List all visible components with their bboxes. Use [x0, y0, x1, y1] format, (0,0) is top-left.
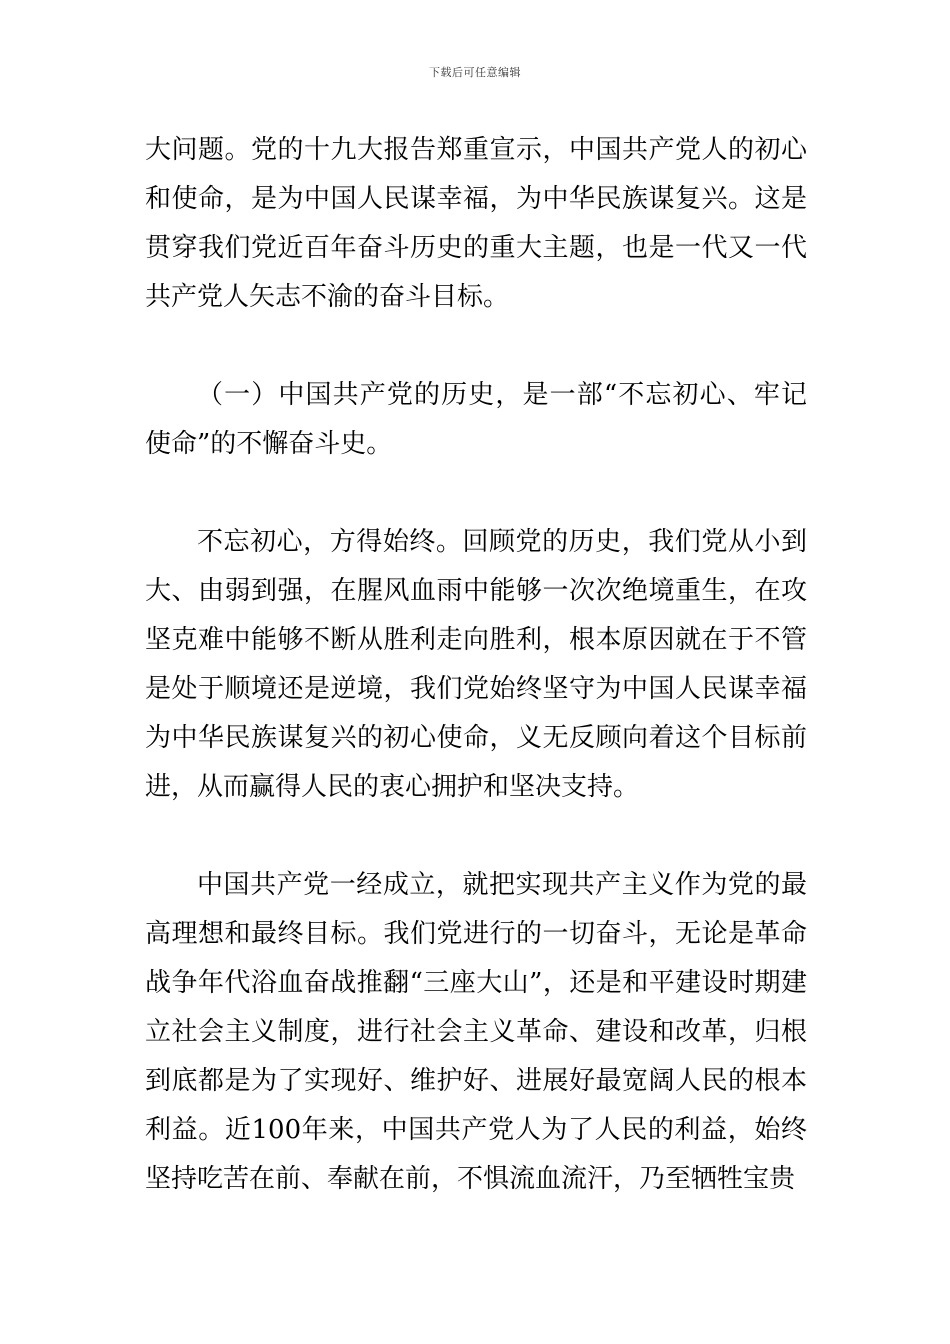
paragraph-1: 大问题。党的十九大报告郑重宣示，中国共产党人的初心和使命，是为中国人民谋幸福，为中华民族谋复兴。这是贯穿我们党近百年奋斗历史的重大主题，也是一代又一代共产党人矢志不渝的奋斗目标。 [145, 135, 807, 312]
paragraph-gap [145, 812, 807, 861]
page-header-note: 下载后可任意编辑 [429, 66, 521, 79]
document-body [145, 126, 807, 1204]
paragraph-3: 中国共产党一经成立，就把实现共产主义作为党的最高理想和最终目标。我们党进行的一切奋斗，无论是革命战争年代浴血奋战推翻“三座大山”，还是和平建设时期建立社会主义制度，进行社会主义革命、建设和改革，归根到底都是为了实现好、维护好、进展好最宽阔人民的根本利益。近100年来，中国共产党人为了人民的利益，始终坚持吃苦在前、奉献在前，不惧流血流汗，乃至牺牲宝贵 [145, 870, 807, 1194]
paragraph-2: 不忘初心，方得始终。回顾党的历史，我们党从小到大、由弱到强，在腥风血雨中能够一次次绝境重生，在攻坚克难中能够不断从胜利走向胜利，根本原因就在于不管是处于顺境还是逆境，我们党始终坚守为中国人民谋幸福为中华民族谋复兴的初心使命，义无反顾向着这个目标前进，从而赢得人民的衷心拥护和坚决支持。 [145, 527, 807, 802]
section-heading: （一）中国共产党的历史，是一部“不忘初心、牢记使命”的不懈奋斗史。 [145, 380, 807, 459]
paragraph-gap [145, 469, 807, 518]
paragraph-gap [145, 322, 807, 371]
